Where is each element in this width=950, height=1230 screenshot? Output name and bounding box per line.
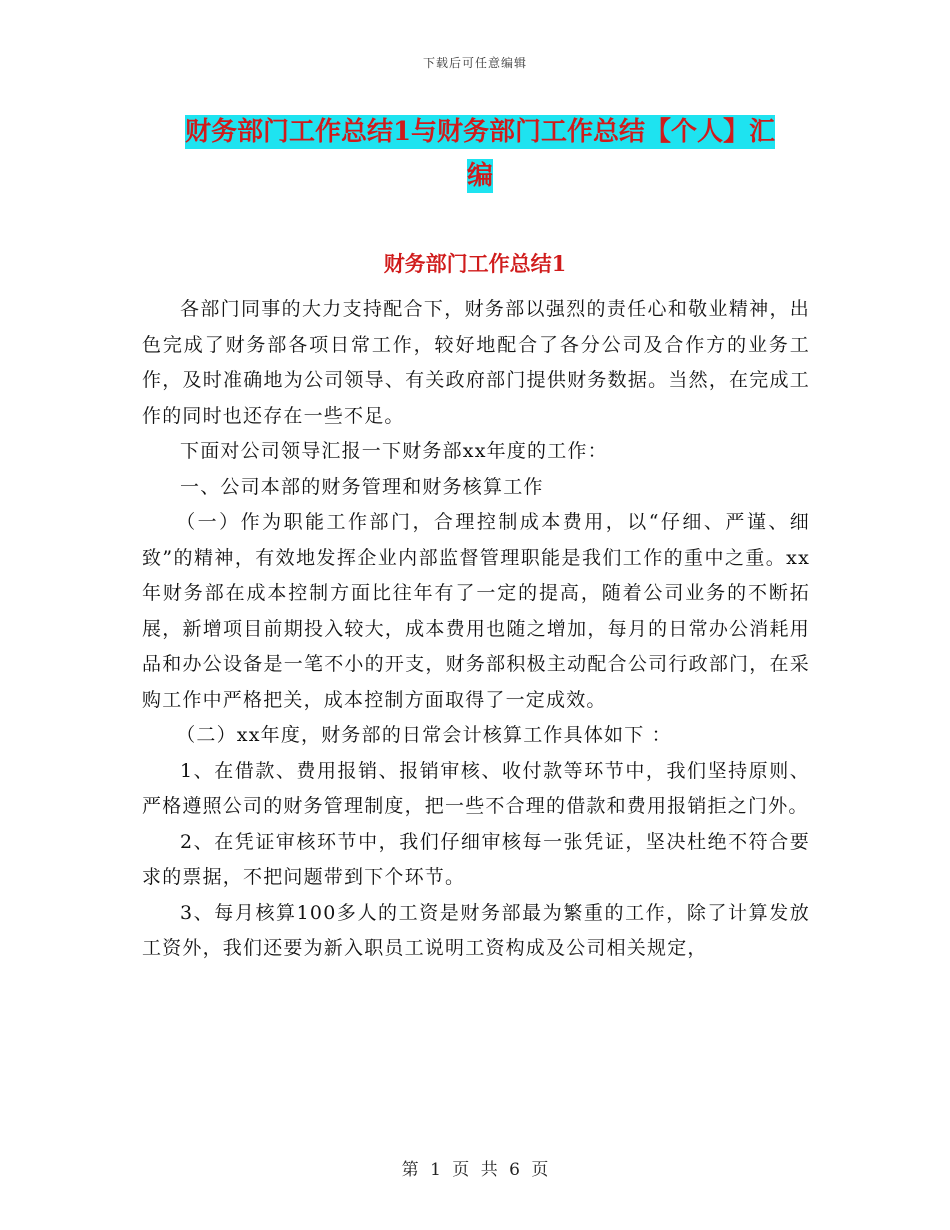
- document-title: [150, 110, 810, 198]
- document-body: [142, 292, 810, 967]
- paragraph: 3、每月核算100多人的工资是财务部最为繁重的工作，除了计算发放工资外，我们还要为新入职员工说明工资构成及公司相关规定，: [142, 901, 810, 959]
- paragraph: 一、公司本部的财务管理和财务核算工作: [180, 475, 544, 498]
- paragraph: （二）xx年度，财务部的日常会计核算工作具体如下 ：: [176, 724, 672, 746]
- document-title-line-1: 财务部门工作总结1与财务部门工作总结【个人】汇: [184, 117, 776, 147]
- header-note: 下载后可任意编辑: [422, 56, 527, 70]
- paragraph: （一）作为职能工作部门，合理控制成本费用，以“仔细、严谨、细致”的精神，有效地发挥企业内部监督管理职能是我们工作的重中之重。xx年财务部在成本控制方面比往年有了一定的提高，随着公司业务的不断拓展，新增项目前期投入较大，成本费用也随之增加，每月的日常办公消耗用品和办公设备是一笔不小的开支，财务部积极主动配合公司行政部门，在采购工作中严格把关，成本控制方面取得了一定成效。: [142, 511, 810, 711]
- page-footer: 第 1 页 共 6 页: [401, 1160, 549, 1180]
- section-title: 财务部门工作总结1: [383, 251, 567, 276]
- paragraph: 各部门同事的大力支持配合下，财务部以强烈的责任心和敬业精神，出色完成了财务部各项日常工作，较好地配合了各分公司及合作方的业务工作，及时准确地为公司领导、有关政府部门提供财务数据。当然，在完成工作的同时也还存在一些不足。: [142, 298, 810, 427]
- paragraph: 1、在借款、费用报销、报销审核、收付款等环节中，我们坚持原则、严格遵照公司的财务管理制度，把一些不合理的借款和费用报销拒之门外。: [142, 759, 810, 817]
- paragraph: 2、在凭证审核环节中，我们仔细审核每一张凭证，坚决杜绝不符合要求的票据，不把问题带到下个环节。: [142, 830, 810, 888]
- paragraph: 下面对公司领导汇报一下财务部xx年度的工作：: [180, 440, 608, 462]
- document-title-line-2: 编: [466, 161, 493, 191]
